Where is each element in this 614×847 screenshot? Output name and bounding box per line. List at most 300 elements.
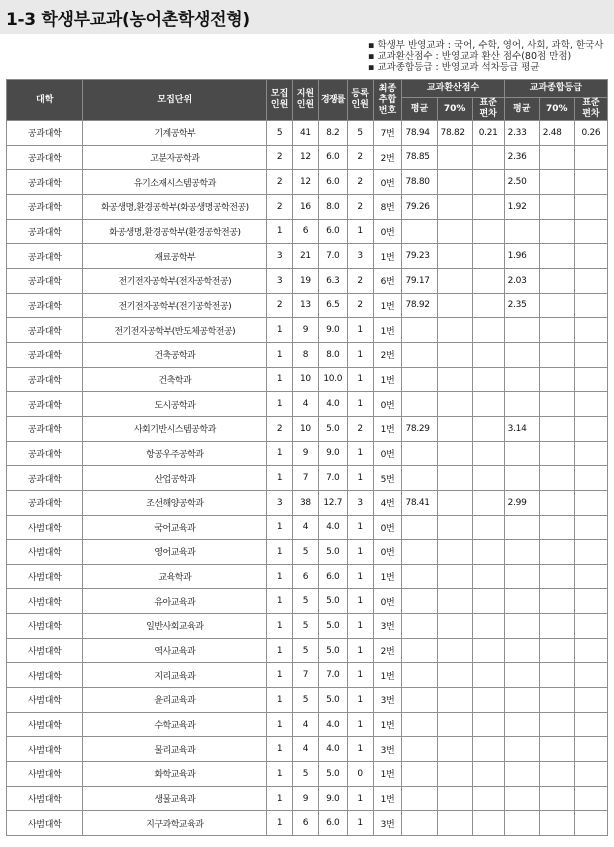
cell-applicants: 41: [293, 121, 319, 146]
cell-score-70: [437, 589, 472, 614]
cell-score-70: [437, 268, 472, 293]
cell-ratio: 7.0: [318, 663, 347, 688]
cell-applicants: 7: [293, 663, 319, 688]
cell-grade-avg: [504, 786, 539, 811]
header-unit: 모집단위: [83, 80, 267, 121]
cell-ratio: 9.0: [318, 318, 347, 343]
cell-enrolled: 1: [347, 342, 373, 367]
cell-grade-sd: [574, 786, 607, 811]
cell-unit: 항공우주공학과: [83, 441, 267, 466]
cell-applicants: 7: [293, 466, 319, 491]
cell-grade-sd: [574, 589, 607, 614]
cell-quota: 1: [267, 688, 293, 713]
cell-ratio: 6.0: [318, 170, 347, 195]
cell-score-sd: [472, 811, 504, 836]
cell-grade-70: [539, 342, 574, 367]
cell-final-rank: 7번: [373, 121, 402, 146]
cell-ratio: 6.0: [318, 564, 347, 589]
cell-unit: 전기전자공학부(전기공학전공): [83, 293, 267, 318]
cell-applicants: 6: [293, 811, 319, 836]
header-score-avg: 평균: [402, 98, 437, 121]
cell-unit: 윤리교육과: [83, 688, 267, 713]
cell-unit: 역사교육과: [83, 638, 267, 663]
table-row: [7, 737, 608, 762]
cell-ratio: 9.0: [318, 441, 347, 466]
cell-final-rank: 1번: [373, 244, 402, 269]
header-quota: 모집 인원: [267, 80, 293, 121]
cell-final-rank: 0번: [373, 219, 402, 244]
cell-college: 공과대학: [7, 318, 83, 343]
cell-unit: 고분자공학과: [83, 145, 267, 170]
cell-score-avg: 78.29: [402, 416, 437, 441]
cell-score-avg: 78.92: [402, 293, 437, 318]
cell-final-rank: 0번: [373, 589, 402, 614]
cell-grade-sd: [574, 515, 607, 540]
cell-score-sd: [472, 219, 504, 244]
cell-score-sd: 0.21: [472, 121, 504, 146]
header-grade-sd: 표준 편차: [574, 98, 607, 121]
cell-college: 사범대학: [7, 762, 83, 787]
cell-final-rank: 1번: [373, 786, 402, 811]
cell-score-sd: [472, 170, 504, 195]
cell-grade-70: [539, 564, 574, 589]
cell-score-70: [437, 194, 472, 219]
cell-final-rank: 2번: [373, 342, 402, 367]
cell-applicants: 13: [293, 293, 319, 318]
cell-grade-sd: [574, 540, 607, 565]
cell-score-70: [437, 244, 472, 269]
cell-applicants: 6: [293, 219, 319, 244]
table-row: [7, 170, 608, 195]
cell-score-avg: [402, 219, 437, 244]
cell-grade-70: [539, 786, 574, 811]
cell-quota: 2: [267, 194, 293, 219]
cell-college: 사범대학: [7, 540, 83, 565]
cell-score-avg: [402, 786, 437, 811]
cell-grade-sd: 0.26: [574, 121, 607, 146]
cell-college: 공과대학: [7, 466, 83, 491]
cell-applicants: 9: [293, 786, 319, 811]
cell-grade-sd: [574, 145, 607, 170]
cell-grade-sd: [574, 712, 607, 737]
cell-grade-sd: [574, 170, 607, 195]
cell-score-70: [437, 342, 472, 367]
cell-enrolled: 1: [347, 466, 373, 491]
cell-grade-avg: [504, 367, 539, 392]
cell-score-70: [437, 392, 472, 417]
cell-grade-sd: [574, 194, 607, 219]
cell-score-70: [437, 712, 472, 737]
cell-score-sd: [472, 367, 504, 392]
cell-grade-70: [539, 466, 574, 491]
cell-enrolled: 2: [347, 170, 373, 195]
cell-quota: 1: [267, 762, 293, 787]
cell-grade-avg: 1.92: [504, 194, 539, 219]
cell-unit: 화학교육과: [83, 762, 267, 787]
cell-ratio: 4.0: [318, 737, 347, 762]
cell-grade-70: [539, 762, 574, 787]
cell-grade-sd: [574, 737, 607, 762]
cell-score-70: [437, 811, 472, 836]
cell-unit: 건축학과: [83, 367, 267, 392]
cell-college: 공과대학: [7, 416, 83, 441]
cell-score-avg: [402, 762, 437, 787]
table-row: [7, 244, 608, 269]
table-row: [7, 564, 608, 589]
cell-final-rank: 3번: [373, 688, 402, 713]
cell-quota: 1: [267, 589, 293, 614]
cell-score-sd: [472, 318, 504, 343]
cell-ratio: 4.0: [318, 392, 347, 417]
cell-score-sd: [472, 564, 504, 589]
cell-quota: 1: [267, 392, 293, 417]
cell-score-sd: [472, 490, 504, 515]
cell-unit: 지구과학교육과: [83, 811, 267, 836]
cell-score-70: 78.82: [437, 121, 472, 146]
cell-college: 공과대학: [7, 293, 83, 318]
cell-applicants: 5: [293, 540, 319, 565]
cell-grade-70: [539, 367, 574, 392]
cell-grade-avg: [504, 737, 539, 762]
cell-final-rank: 0번: [373, 392, 402, 417]
cell-score-avg: [402, 614, 437, 639]
cell-grade-avg: [504, 441, 539, 466]
cell-score-70: [437, 663, 472, 688]
cell-grade-70: [539, 589, 574, 614]
cell-college: 공과대학: [7, 367, 83, 392]
cell-unit: 사회기반시스템공학과: [83, 416, 267, 441]
cell-applicants: 8: [293, 342, 319, 367]
cell-enrolled: 3: [347, 490, 373, 515]
cell-score-avg: [402, 737, 437, 762]
cell-final-rank: 3번: [373, 811, 402, 836]
cell-final-rank: 1번: [373, 318, 402, 343]
cell-enrolled: 2: [347, 145, 373, 170]
cell-grade-sd: [574, 663, 607, 688]
header-grade-group: 교과종합등급: [504, 80, 607, 98]
cell-score-sd: [472, 614, 504, 639]
header-score-group: 교과환산점수: [402, 80, 504, 98]
cell-applicants: 10: [293, 367, 319, 392]
cell-score-70: [437, 219, 472, 244]
cell-grade-70: [539, 441, 574, 466]
cell-college: 공과대학: [7, 392, 83, 417]
cell-college: 사범대학: [7, 737, 83, 762]
cell-final-rank: 2번: [373, 638, 402, 663]
cell-grade-70: [539, 515, 574, 540]
cell-final-rank: 6번: [373, 268, 402, 293]
cell-enrolled: 1: [347, 564, 373, 589]
header-grade-avg: 평균: [504, 98, 539, 121]
cell-grade-sd: [574, 367, 607, 392]
cell-ratio: 10.0: [318, 367, 347, 392]
cell-ratio: 4.0: [318, 712, 347, 737]
cell-college: 사범대학: [7, 786, 83, 811]
cell-grade-sd: [574, 244, 607, 269]
cell-unit: 물리교육과: [83, 737, 267, 762]
cell-grade-70: [539, 614, 574, 639]
cell-ratio: 5.0: [318, 688, 347, 713]
cell-unit: 교육학과: [83, 564, 267, 589]
cell-applicants: 4: [293, 515, 319, 540]
cell-grade-avg: [504, 392, 539, 417]
table-row: [7, 367, 608, 392]
cell-grade-sd: [574, 392, 607, 417]
cell-score-70: [437, 737, 472, 762]
cell-score-avg: [402, 712, 437, 737]
cell-quota: 1: [267, 614, 293, 639]
cell-ratio: 5.0: [318, 762, 347, 787]
cell-final-rank: 2번: [373, 145, 402, 170]
cell-grade-sd: [574, 762, 607, 787]
cell-college: 사범대학: [7, 515, 83, 540]
cell-applicants: 12: [293, 170, 319, 195]
header-ratio: 경쟁률: [318, 80, 347, 121]
cell-score-70: [437, 318, 472, 343]
cell-score-70: [437, 688, 472, 713]
cell-ratio: 6.3: [318, 268, 347, 293]
cell-grade-sd: [574, 268, 607, 293]
cell-grade-70: [539, 318, 574, 343]
cell-quota: 1: [267, 811, 293, 836]
cell-grade-70: [539, 194, 574, 219]
cell-enrolled: 1: [347, 392, 373, 417]
cell-grade-avg: 2.33: [504, 121, 539, 146]
cell-final-rank: 1번: [373, 293, 402, 318]
cell-grade-70: [539, 540, 574, 565]
cell-score-70: [437, 490, 472, 515]
cell-enrolled: 1: [347, 318, 373, 343]
cell-college: 공과대학: [7, 441, 83, 466]
cell-grade-70: 2.48: [539, 121, 574, 146]
cell-final-rank: 8번: [373, 194, 402, 219]
cell-score-70: [437, 293, 472, 318]
cell-score-70: [437, 540, 472, 565]
cell-score-sd: [472, 145, 504, 170]
cell-quota: 1: [267, 564, 293, 589]
cell-applicants: 9: [293, 318, 319, 343]
cell-enrolled: 1: [347, 441, 373, 466]
table-row: [7, 614, 608, 639]
cell-grade-avg: [504, 342, 539, 367]
cell-quota: 1: [267, 515, 293, 540]
cell-applicants: 19: [293, 268, 319, 293]
cell-unit: 도시공학과: [83, 392, 267, 417]
cell-ratio: 6.0: [318, 219, 347, 244]
table-row: [7, 490, 608, 515]
cell-score-avg: 79.23: [402, 244, 437, 269]
cell-college: 사범대학: [7, 638, 83, 663]
table-row: [7, 318, 608, 343]
cell-grade-avg: [504, 466, 539, 491]
cell-quota: 1: [267, 219, 293, 244]
cell-college: 사범대학: [7, 564, 83, 589]
header-applicants: 지원 인원: [293, 80, 319, 121]
cell-enrolled: 1: [347, 614, 373, 639]
cell-enrolled: 2: [347, 416, 373, 441]
cell-grade-avg: [504, 318, 539, 343]
cell-score-avg: [402, 638, 437, 663]
cell-unit: 생물교육과: [83, 786, 267, 811]
cell-grade-sd: [574, 688, 607, 713]
table-row: [7, 121, 608, 146]
cell-ratio: 8.0: [318, 342, 347, 367]
cell-score-70: [437, 367, 472, 392]
cell-final-rank: 1번: [373, 762, 402, 787]
cell-score-70: [437, 564, 472, 589]
cell-college: 공과대학: [7, 219, 83, 244]
cell-score-70: [437, 170, 472, 195]
cell-enrolled: 1: [347, 786, 373, 811]
table-row: [7, 663, 608, 688]
cell-score-avg: [402, 589, 437, 614]
cell-enrolled: 1: [347, 737, 373, 762]
cell-score-sd: [472, 392, 504, 417]
cell-score-sd: [472, 540, 504, 565]
cell-final-rank: 5번: [373, 466, 402, 491]
cell-score-avg: 79.17: [402, 268, 437, 293]
cell-grade-sd: [574, 342, 607, 367]
cell-applicants: 5: [293, 614, 319, 639]
cell-quota: 5: [267, 121, 293, 146]
cell-enrolled: 2: [347, 293, 373, 318]
cell-enrolled: 1: [347, 638, 373, 663]
cell-score-sd: [472, 441, 504, 466]
cell-applicants: 5: [293, 762, 319, 787]
cell-score-70: [437, 614, 472, 639]
cell-grade-avg: 2.35: [504, 293, 539, 318]
cell-college: 공과대학: [7, 170, 83, 195]
table-row: [7, 515, 608, 540]
cell-ratio: 8.0: [318, 194, 347, 219]
cell-score-70: [437, 515, 472, 540]
cell-grade-sd: [574, 293, 607, 318]
cell-quota: 1: [267, 663, 293, 688]
cell-unit: 조선해양공학과: [83, 490, 267, 515]
cell-quota: 1: [267, 786, 293, 811]
cell-score-avg: [402, 564, 437, 589]
cell-unit: 일반사회교육과: [83, 614, 267, 639]
table-body: [7, 121, 608, 836]
cell-applicants: 4: [293, 737, 319, 762]
cell-grade-70: [539, 663, 574, 688]
cell-applicants: 5: [293, 688, 319, 713]
cell-unit: 건축공학과: [83, 342, 267, 367]
cell-enrolled: 1: [347, 589, 373, 614]
cell-ratio: 7.0: [318, 244, 347, 269]
cell-applicants: 5: [293, 638, 319, 663]
cell-applicants: 16: [293, 194, 319, 219]
cell-unit: 전기전자공학부(반도체공학전공): [83, 318, 267, 343]
cell-ratio: 5.0: [318, 589, 347, 614]
cell-grade-avg: [504, 762, 539, 787]
cell-score-avg: 78.94: [402, 121, 437, 146]
cell-score-avg: [402, 342, 437, 367]
cell-grade-70: [539, 219, 574, 244]
cell-quota: 3: [267, 490, 293, 515]
cell-score-70: [437, 786, 472, 811]
cell-grade-70: [539, 145, 574, 170]
cell-score-avg: [402, 367, 437, 392]
cell-unit: 기계공학부: [83, 121, 267, 146]
cell-grade-70: [539, 170, 574, 195]
cell-final-rank: 3번: [373, 614, 402, 639]
cell-applicants: 5: [293, 589, 319, 614]
cell-college: 공과대학: [7, 121, 83, 146]
cell-grade-avg: 2.03: [504, 268, 539, 293]
cell-grade-70: [539, 737, 574, 762]
cell-final-rank: 1번: [373, 416, 402, 441]
cell-grade-avg: [504, 564, 539, 589]
table-row: [7, 219, 608, 244]
cell-unit: 국어교육과: [83, 515, 267, 540]
cell-quota: 1: [267, 540, 293, 565]
cell-quota: 2: [267, 170, 293, 195]
cell-score-sd: [472, 416, 504, 441]
table-row: [7, 786, 608, 811]
cell-applicants: 4: [293, 392, 319, 417]
cell-unit: 영어교육과: [83, 540, 267, 565]
cell-ratio: 5.0: [318, 416, 347, 441]
cell-final-rank: 0번: [373, 540, 402, 565]
cell-quota: 1: [267, 367, 293, 392]
cell-final-rank: 1번: [373, 712, 402, 737]
cell-ratio: 7.0: [318, 466, 347, 491]
cell-unit: 유아교육과: [83, 589, 267, 614]
cell-score-avg: 79.26: [402, 194, 437, 219]
cell-score-70: [437, 466, 472, 491]
cell-grade-avg: [504, 515, 539, 540]
cell-college: 사범대학: [7, 688, 83, 713]
cell-college: 공과대학: [7, 268, 83, 293]
cell-applicants: 12: [293, 145, 319, 170]
cell-quota: 1: [267, 342, 293, 367]
cell-grade-sd: [574, 466, 607, 491]
cell-score-70: [437, 416, 472, 441]
cell-score-avg: [402, 392, 437, 417]
cell-final-rank: 1번: [373, 663, 402, 688]
cell-unit: 화공생명,환경공학부(화공생명공학전공): [83, 194, 267, 219]
cell-score-70: [437, 762, 472, 787]
cell-applicants: 38: [293, 490, 319, 515]
cell-final-rank: 3번: [373, 737, 402, 762]
cell-enrolled: 1: [347, 688, 373, 713]
cell-score-avg: [402, 540, 437, 565]
cell-grade-70: [539, 638, 574, 663]
table-row: [7, 342, 608, 367]
cell-grade-sd: [574, 564, 607, 589]
note-score: ▪ 교과환산점수 : 반영교과 환산 점수(80점 만점): [368, 51, 572, 62]
cell-quota: 3: [267, 244, 293, 269]
table-row: [7, 712, 608, 737]
header-score-sd: 표준 편차: [472, 98, 504, 121]
cell-score-sd: [472, 268, 504, 293]
cell-score-avg: [402, 441, 437, 466]
cell-applicants: 10: [293, 416, 319, 441]
cell-college: 사범대학: [7, 712, 83, 737]
cell-quota: 2: [267, 145, 293, 170]
cell-quota: 2: [267, 416, 293, 441]
cell-grade-avg: [504, 589, 539, 614]
cell-grade-avg: [504, 540, 539, 565]
cell-enrolled: 2: [347, 194, 373, 219]
cell-quota: 1: [267, 737, 293, 762]
cell-college: 공과대학: [7, 490, 83, 515]
cell-ratio: 9.0: [318, 786, 347, 811]
cell-score-avg: 78.80: [402, 170, 437, 195]
cell-unit: 산업공학과: [83, 466, 267, 491]
table-row: [7, 466, 608, 491]
